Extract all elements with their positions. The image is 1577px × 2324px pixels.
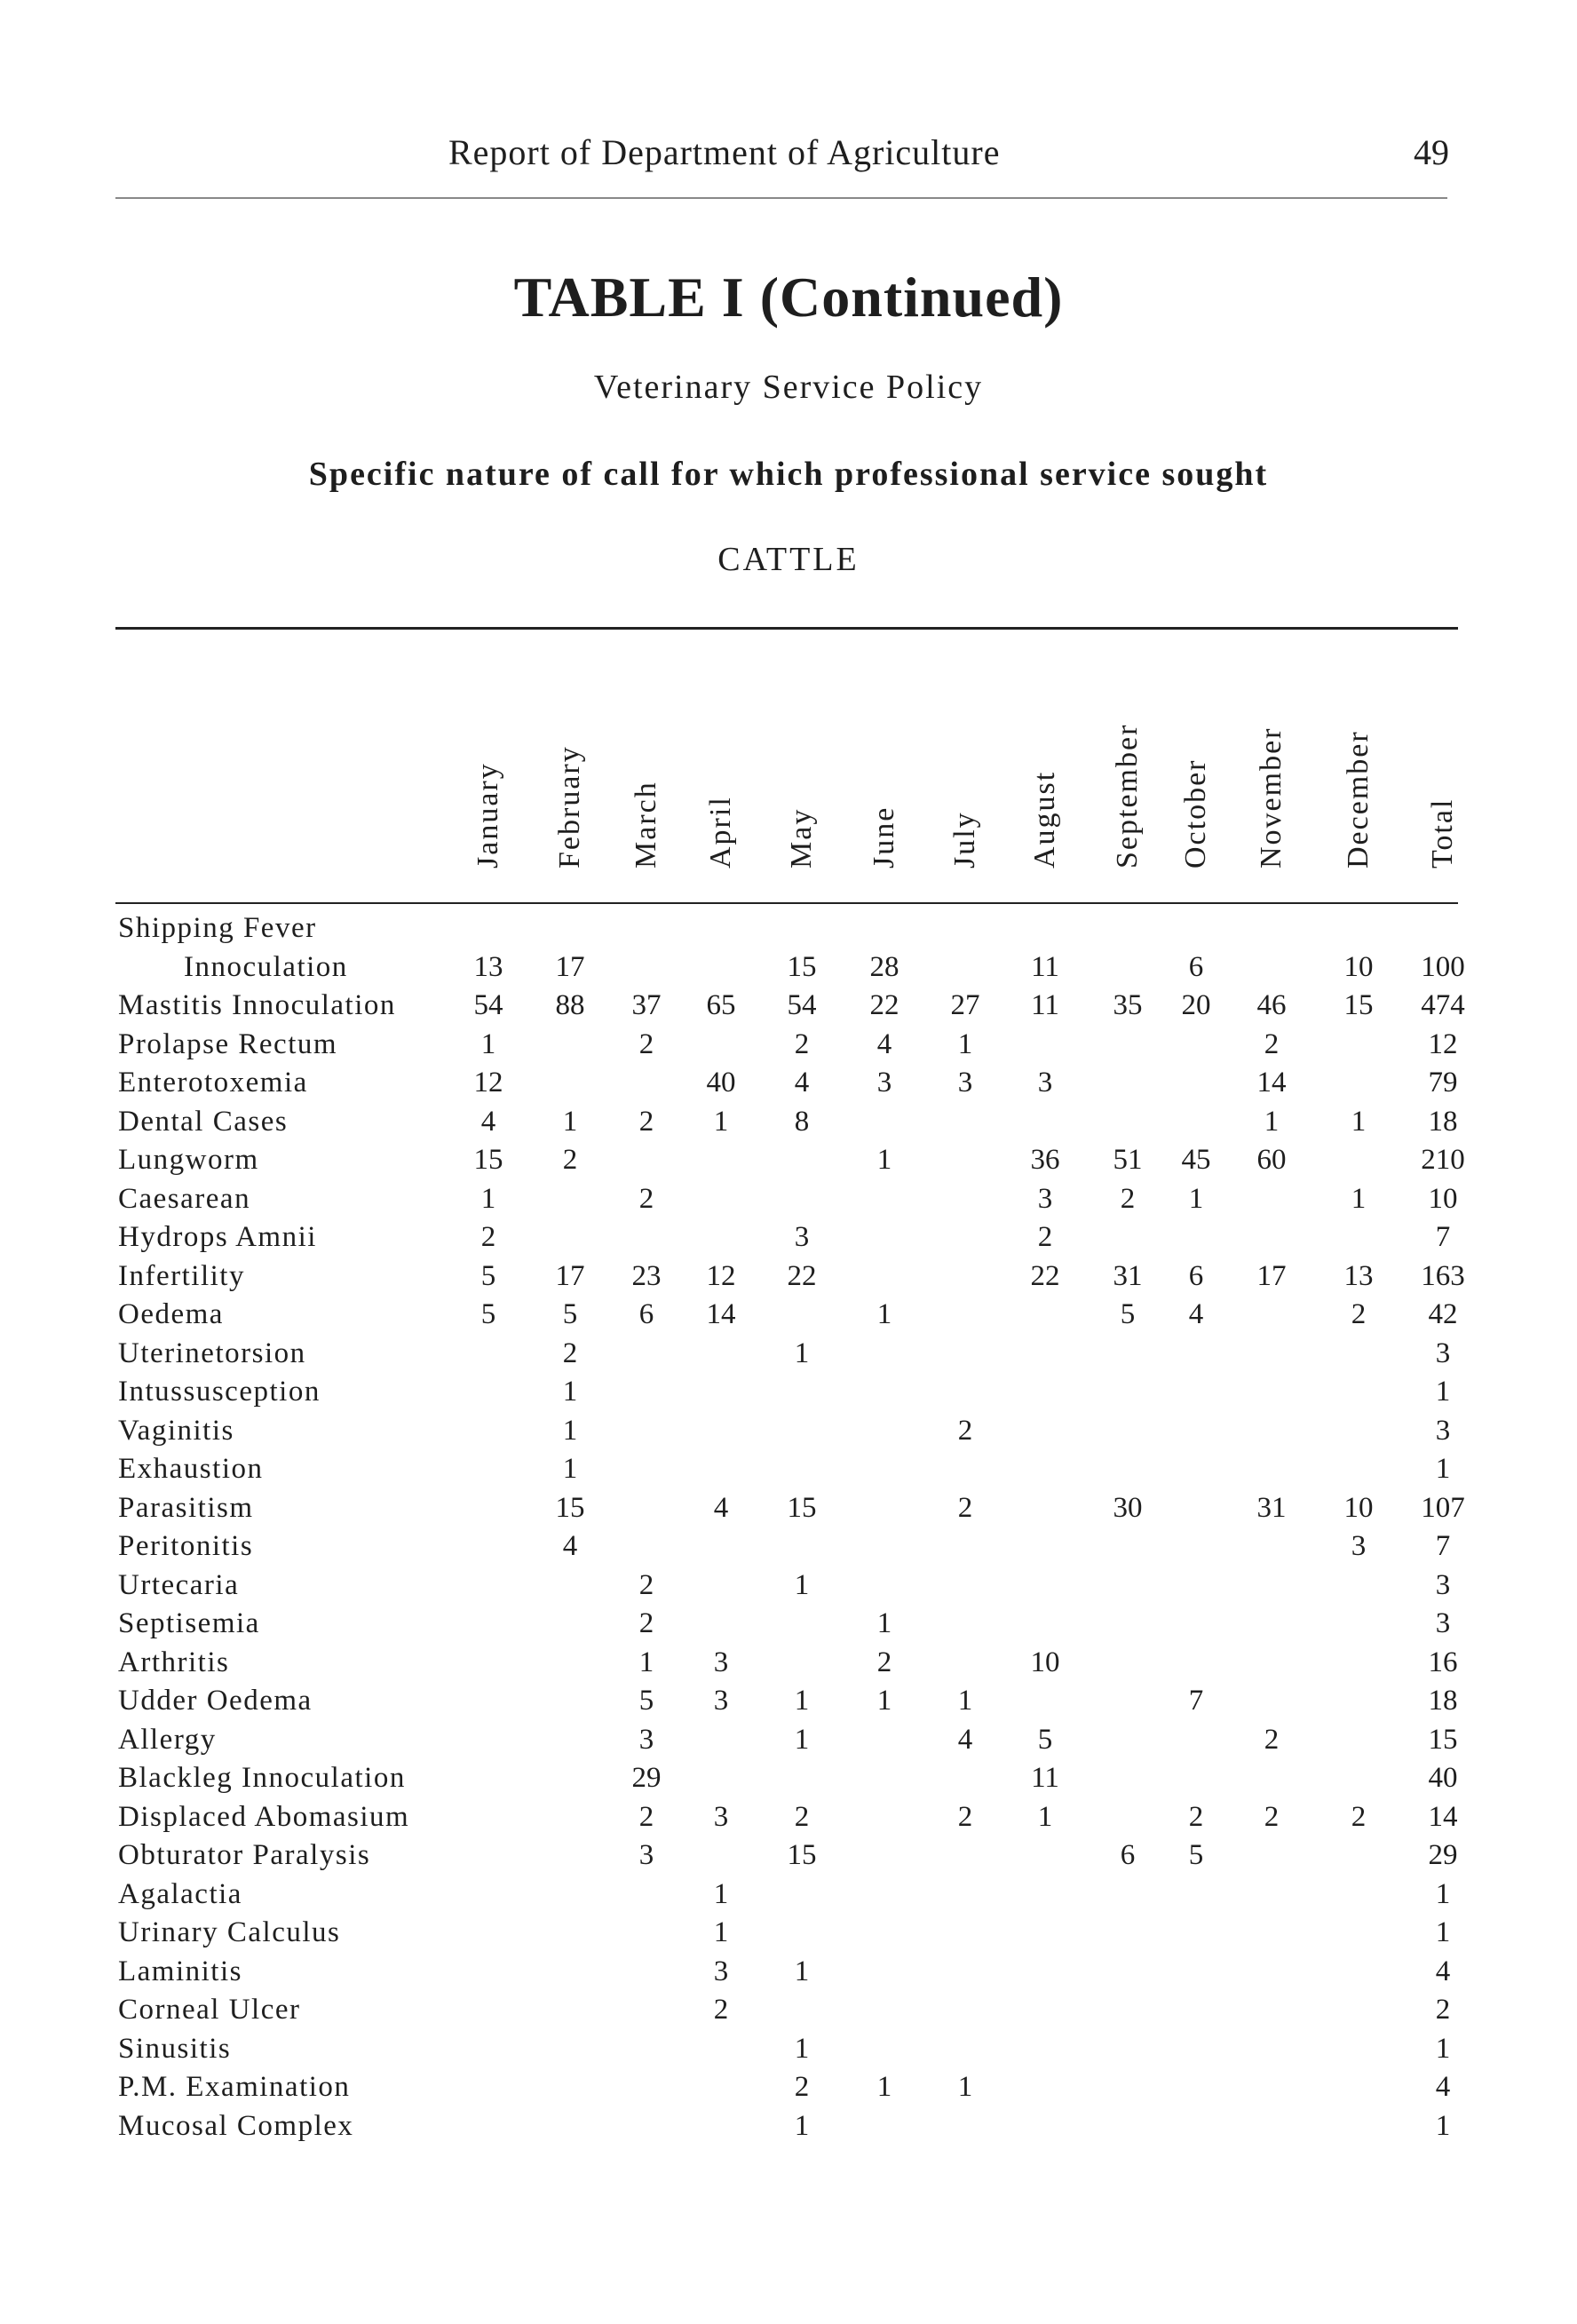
table-row bbox=[0, 2068, 1577, 2107]
row-label: Septisemia bbox=[118, 1607, 260, 1639]
cell-october: 6 bbox=[1188, 1259, 1204, 1292]
row-label: Enterotoxemia bbox=[118, 1067, 308, 1099]
row-label: Displaced Abomasium bbox=[118, 1800, 410, 1833]
cell-total: 14 bbox=[1428, 1800, 1458, 1833]
cell-july: 3 bbox=[957, 1067, 973, 1099]
cell-june: 1 bbox=[876, 1685, 892, 1717]
cell-november: 14 bbox=[1256, 1067, 1287, 1099]
cell-january: 5 bbox=[480, 1298, 496, 1330]
table-row bbox=[0, 1103, 1577, 1142]
cell-march: 3 bbox=[638, 1839, 654, 1871]
cell-april: 3 bbox=[713, 1646, 729, 1678]
table-row bbox=[0, 1644, 1577, 1683]
cell-may: 4 bbox=[794, 1067, 810, 1099]
cell-february: 1 bbox=[562, 1453, 578, 1485]
cell-june: 1 bbox=[876, 1607, 892, 1639]
cell-total: 12 bbox=[1428, 1027, 1458, 1060]
column-header-label: July bbox=[948, 811, 981, 869]
cell-june: 2 bbox=[876, 1646, 892, 1678]
column-header-label: November bbox=[1255, 726, 1288, 869]
cell-may: 2 bbox=[794, 1027, 810, 1060]
cell-february: 1 bbox=[562, 1105, 578, 1138]
row-label: Corneal Ulcer bbox=[118, 1994, 301, 2026]
cell-december: 10 bbox=[1343, 1491, 1374, 1524]
cell-total: 3 bbox=[1435, 1336, 1451, 1369]
cell-october: 2 bbox=[1188, 1800, 1204, 1833]
table-subtitle: Veterinary Service Policy bbox=[593, 369, 984, 406]
cell-june: 22 bbox=[869, 989, 899, 1021]
cell-december: 13 bbox=[1343, 1259, 1374, 1292]
table-row bbox=[0, 1218, 1577, 1257]
cell-august: 11 bbox=[1031, 1762, 1059, 1794]
cell-december: 1 bbox=[1351, 1105, 1367, 1138]
cell-september: 51 bbox=[1113, 1144, 1143, 1176]
row-label: Caesarean bbox=[118, 1182, 251, 1215]
cell-october: 20 bbox=[1181, 989, 1211, 1021]
cell-august: 3 bbox=[1037, 1182, 1053, 1215]
table-row bbox=[0, 1296, 1577, 1335]
cell-june: 28 bbox=[869, 950, 899, 983]
row-label: Laminitis bbox=[118, 1955, 242, 1987]
cell-july: 1 bbox=[957, 1685, 973, 1717]
cell-march: 2 bbox=[638, 1182, 654, 1215]
cell-total: 163 bbox=[1421, 1259, 1465, 1292]
header-bottom-rule bbox=[115, 902, 1458, 904]
cell-total: 3 bbox=[1435, 1607, 1451, 1639]
cell-total: 1 bbox=[1435, 2032, 1451, 2065]
cell-february: 2 bbox=[562, 1336, 578, 1369]
row-label: Exhaustion bbox=[118, 1453, 264, 1485]
column-header-label: June bbox=[868, 805, 900, 869]
cell-september: 31 bbox=[1113, 1259, 1143, 1292]
cell-total: 16 bbox=[1428, 1646, 1458, 1678]
cell-december: 2 bbox=[1351, 1800, 1367, 1833]
cell-total: 42 bbox=[1428, 1298, 1458, 1330]
cell-december: 3 bbox=[1351, 1530, 1367, 1562]
cell-july: 4 bbox=[957, 1723, 973, 1756]
column-header-label: February bbox=[553, 745, 586, 869]
cell-september: 30 bbox=[1113, 1491, 1143, 1524]
cell-total: 1 bbox=[1435, 2109, 1451, 2142]
cell-may: 1 bbox=[794, 2032, 810, 2065]
cell-total: 29 bbox=[1428, 1839, 1458, 1871]
column-header-label: March bbox=[630, 781, 662, 869]
cell-january: 13 bbox=[473, 950, 503, 983]
cell-april: 2 bbox=[713, 1994, 729, 2026]
cell-total: 7 bbox=[1435, 1221, 1451, 1253]
column-header-label: Total bbox=[1426, 797, 1459, 869]
cell-december: 2 bbox=[1351, 1298, 1367, 1330]
cell-march: 2 bbox=[638, 1105, 654, 1138]
cell-may: 2 bbox=[794, 2071, 810, 2103]
column-header-label: May bbox=[785, 807, 818, 869]
cell-march: 2 bbox=[638, 1568, 654, 1601]
row-label: Urtecaria bbox=[118, 1568, 240, 1601]
row-label: Mucosal Complex bbox=[118, 2109, 354, 2142]
row-label: Udder Oedema bbox=[118, 1685, 313, 1717]
cell-total: 2 bbox=[1435, 1994, 1451, 2026]
cell-total: 1 bbox=[1435, 1916, 1451, 1948]
cell-october: 45 bbox=[1181, 1144, 1211, 1176]
cell-march: 2 bbox=[638, 1027, 654, 1060]
cell-july: 1 bbox=[957, 2071, 973, 2103]
cell-march: 1 bbox=[638, 1646, 654, 1678]
cell-july: 2 bbox=[957, 1800, 973, 1833]
cell-march: 6 bbox=[638, 1298, 654, 1330]
cell-august: 10 bbox=[1030, 1646, 1060, 1678]
cell-april: 14 bbox=[706, 1298, 736, 1330]
cell-august: 11 bbox=[1031, 950, 1059, 983]
cell-total: 107 bbox=[1421, 1491, 1465, 1524]
table-row bbox=[0, 1721, 1577, 1760]
cell-march: 5 bbox=[638, 1685, 654, 1717]
cell-total: 40 bbox=[1428, 1762, 1458, 1794]
row-label: Blackleg Innoculation bbox=[118, 1762, 406, 1794]
cell-april: 3 bbox=[713, 1800, 729, 1833]
column-header-label: December bbox=[1342, 730, 1375, 869]
cell-april: 12 bbox=[706, 1259, 736, 1292]
cell-october: 1 bbox=[1188, 1182, 1204, 1215]
cell-november: 2 bbox=[1264, 1800, 1280, 1833]
row-label: Uterinetorsion bbox=[118, 1336, 306, 1369]
cell-october: 6 bbox=[1188, 950, 1204, 983]
cell-total: 4 bbox=[1435, 1955, 1451, 1987]
cell-march: 29 bbox=[631, 1762, 662, 1794]
cell-august: 36 bbox=[1030, 1144, 1060, 1176]
cell-february: 15 bbox=[555, 1491, 585, 1524]
row-label: Agalactia bbox=[118, 1877, 242, 1910]
cell-january: 2 bbox=[480, 1221, 496, 1253]
cell-february: 4 bbox=[562, 1530, 578, 1562]
cell-december: 10 bbox=[1343, 950, 1374, 983]
row-label: Arthritis bbox=[118, 1646, 230, 1678]
row-label: Obturator Paralysis bbox=[118, 1839, 371, 1871]
table-row bbox=[0, 1605, 1577, 1644]
row-label: Prolapse Rectum bbox=[118, 1027, 338, 1060]
running-title: Report of Department of Agriculture bbox=[448, 132, 1001, 172]
table-row bbox=[0, 1836, 1577, 1876]
cell-june: 1 bbox=[876, 1298, 892, 1330]
cell-march: 2 bbox=[638, 1607, 654, 1639]
table-row bbox=[0, 1489, 1577, 1528]
cell-october: 7 bbox=[1188, 1685, 1204, 1717]
cell-november: 1 bbox=[1264, 1105, 1280, 1138]
cell-september: 6 bbox=[1120, 1839, 1136, 1871]
cell-may: 3 bbox=[794, 1221, 810, 1253]
column-header-label: October bbox=[1179, 758, 1212, 869]
cell-total: 18 bbox=[1428, 1105, 1458, 1138]
cell-may: 1 bbox=[794, 1685, 810, 1717]
row-label: Vaginitis bbox=[118, 1414, 234, 1447]
row-label: Lungworm bbox=[118, 1144, 259, 1176]
cell-june: 3 bbox=[876, 1067, 892, 1099]
cell-july: 27 bbox=[950, 989, 980, 1021]
cell-may: 54 bbox=[787, 989, 817, 1021]
table-row bbox=[0, 1180, 1577, 1219]
cell-july: 2 bbox=[957, 1414, 973, 1447]
table-row bbox=[0, 1412, 1577, 1451]
cell-november: 31 bbox=[1256, 1491, 1287, 1524]
cell-january: 1 bbox=[480, 1182, 496, 1215]
row-label: Shipping Fever bbox=[118, 912, 317, 944]
table-row bbox=[0, 1064, 1577, 1103]
cell-february: 2 bbox=[562, 1144, 578, 1176]
cell-february: 17 bbox=[555, 950, 585, 983]
cell-august: 11 bbox=[1031, 989, 1059, 1021]
table-description: Specific nature of call for which professional service sought bbox=[308, 456, 1269, 493]
column-header-label: August bbox=[1028, 770, 1061, 869]
cell-april: 1 bbox=[713, 1877, 729, 1910]
cell-august: 2 bbox=[1037, 1221, 1053, 1253]
row-label: Mastitis Innoculation bbox=[118, 989, 396, 1021]
cell-may: 8 bbox=[794, 1105, 810, 1138]
cell-may: 2 bbox=[794, 1800, 810, 1833]
table-row bbox=[0, 1257, 1577, 1297]
cell-june: 1 bbox=[876, 2071, 892, 2103]
table-row bbox=[0, 2030, 1577, 2069]
table-top-rule bbox=[115, 627, 1458, 630]
cell-august: 3 bbox=[1037, 1067, 1053, 1099]
cell-total: 1 bbox=[1435, 1877, 1451, 1910]
cell-november: 60 bbox=[1256, 1144, 1287, 1176]
column-header-label: April bbox=[704, 796, 737, 869]
cell-july: 1 bbox=[957, 1027, 973, 1060]
header-rule bbox=[115, 197, 1447, 199]
cell-february: 5 bbox=[562, 1298, 578, 1330]
cell-april: 3 bbox=[713, 1685, 729, 1717]
table-row bbox=[0, 1335, 1577, 1374]
cell-april: 65 bbox=[706, 989, 736, 1021]
cell-total: 474 bbox=[1421, 989, 1465, 1021]
cell-total: 210 bbox=[1421, 1144, 1465, 1176]
table-row bbox=[0, 1567, 1577, 1606]
row-label: Allergy bbox=[118, 1723, 217, 1756]
cell-august: 5 bbox=[1037, 1723, 1053, 1756]
cell-may: 1 bbox=[794, 1723, 810, 1756]
table-row bbox=[0, 2107, 1577, 2146]
cell-total: 3 bbox=[1435, 1568, 1451, 1601]
cell-july: 2 bbox=[957, 1491, 973, 1524]
cell-may: 15 bbox=[787, 1491, 817, 1524]
cell-may: 1 bbox=[794, 2109, 810, 2142]
cell-total: 15 bbox=[1428, 1723, 1458, 1756]
cell-march: 2 bbox=[638, 1800, 654, 1833]
cell-september: 5 bbox=[1120, 1298, 1136, 1330]
cell-november: 46 bbox=[1256, 989, 1287, 1021]
table-row bbox=[0, 1798, 1577, 1837]
cell-total: 4 bbox=[1435, 2071, 1451, 2103]
cell-april: 4 bbox=[713, 1491, 729, 1524]
row-label: Intussusception bbox=[118, 1376, 321, 1408]
cell-may: 1 bbox=[794, 1568, 810, 1601]
cell-april: 3 bbox=[713, 1955, 729, 1987]
page-number: 49 bbox=[1414, 132, 1449, 172]
cell-february: 88 bbox=[555, 989, 585, 1021]
row-label: P.M. Examination bbox=[118, 2071, 351, 2103]
table-row bbox=[0, 1953, 1577, 1992]
cell-march: 23 bbox=[631, 1259, 662, 1292]
cell-total: 10 bbox=[1428, 1182, 1458, 1215]
cell-total: 1 bbox=[1435, 1376, 1451, 1408]
row-label: Dental Cases bbox=[118, 1105, 289, 1138]
table-row bbox=[0, 1876, 1577, 1915]
cell-january: 1 bbox=[480, 1027, 496, 1060]
cell-total: 3 bbox=[1435, 1414, 1451, 1447]
cell-september: 35 bbox=[1113, 989, 1143, 1021]
row-label: Infertility bbox=[118, 1259, 245, 1292]
column-header-label: September bbox=[1111, 723, 1144, 869]
cell-total: 100 bbox=[1421, 950, 1465, 983]
cell-may: 22 bbox=[787, 1259, 817, 1292]
row-label: Urinary Calculus bbox=[118, 1916, 341, 1948]
cell-may: 15 bbox=[787, 950, 817, 983]
cell-june: 4 bbox=[876, 1027, 892, 1060]
cell-april: 1 bbox=[713, 1105, 729, 1138]
cell-september: 2 bbox=[1120, 1182, 1136, 1215]
row-label: Hydrops Amnii bbox=[118, 1221, 317, 1253]
cell-total: 18 bbox=[1428, 1685, 1458, 1717]
cell-may: 1 bbox=[794, 1955, 810, 1987]
cell-october: 4 bbox=[1188, 1298, 1204, 1330]
table-row bbox=[0, 1450, 1577, 1489]
cell-march: 3 bbox=[638, 1723, 654, 1756]
cell-november: 2 bbox=[1264, 1027, 1280, 1060]
table-row bbox=[0, 1373, 1577, 1412]
cell-december: 15 bbox=[1343, 989, 1374, 1021]
table-row bbox=[0, 1914, 1577, 1953]
cell-november: 2 bbox=[1264, 1723, 1280, 1756]
cell-february: 17 bbox=[555, 1259, 585, 1292]
section-heading: CATTLE bbox=[717, 541, 860, 578]
cell-january: 4 bbox=[480, 1105, 496, 1138]
table-row bbox=[0, 1991, 1577, 2030]
table-title: TABLE I (Continued) bbox=[513, 266, 1064, 329]
cell-november: 17 bbox=[1256, 1259, 1287, 1292]
row-label: Parasitism bbox=[118, 1491, 254, 1524]
table-row bbox=[0, 1682, 1577, 1721]
cell-may: 1 bbox=[794, 1336, 810, 1369]
table-row bbox=[0, 987, 1577, 1026]
row-label: Peritonitis bbox=[118, 1530, 254, 1562]
row-label: Oedema bbox=[118, 1298, 224, 1330]
cell-total: 7 bbox=[1435, 1530, 1451, 1562]
cell-february: 1 bbox=[562, 1376, 578, 1408]
cell-april: 40 bbox=[706, 1067, 736, 1099]
cell-january: 12 bbox=[473, 1067, 503, 1099]
cell-october: 5 bbox=[1188, 1839, 1204, 1871]
row-label: Sinusitis bbox=[118, 2032, 232, 2065]
cell-december: 1 bbox=[1351, 1182, 1367, 1215]
page-header bbox=[0, 131, 1577, 185]
row-label: Innoculation bbox=[184, 950, 348, 983]
table-row bbox=[0, 1141, 1577, 1180]
cell-march: 37 bbox=[631, 989, 662, 1021]
cell-january: 5 bbox=[480, 1259, 496, 1292]
table-row bbox=[0, 948, 1577, 988]
column-header-label: January bbox=[472, 762, 504, 869]
table-row bbox=[0, 909, 1577, 948]
cell-august: 1 bbox=[1037, 1800, 1053, 1833]
cell-may: 15 bbox=[787, 1839, 817, 1871]
cell-august: 22 bbox=[1030, 1259, 1060, 1292]
cell-january: 15 bbox=[473, 1144, 503, 1176]
cell-total: 79 bbox=[1428, 1067, 1458, 1099]
cell-april: 1 bbox=[713, 1916, 729, 1948]
cell-january: 54 bbox=[473, 989, 503, 1021]
table-row bbox=[0, 1759, 1577, 1798]
cell-june: 1 bbox=[876, 1144, 892, 1176]
cell-february: 1 bbox=[562, 1414, 578, 1447]
cell-total: 1 bbox=[1435, 1453, 1451, 1485]
table-row bbox=[0, 1527, 1577, 1567]
table-row bbox=[0, 1026, 1577, 1065]
